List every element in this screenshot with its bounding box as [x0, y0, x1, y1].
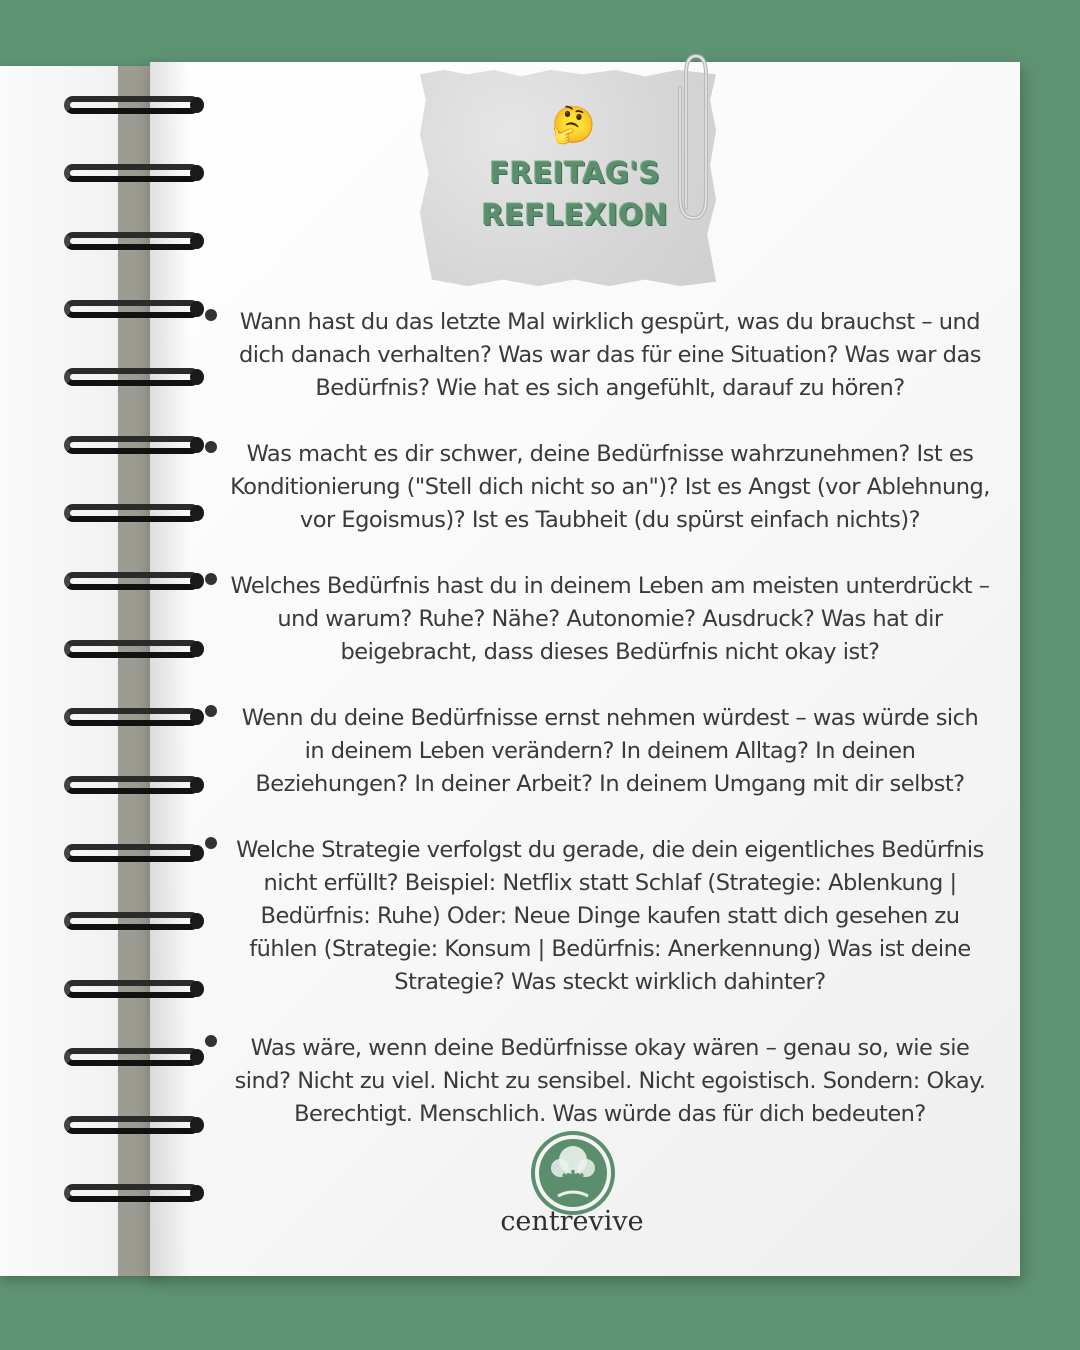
question-item [200, 1032, 1020, 1131]
spiral-ring [58, 976, 198, 1002]
question-item [200, 702, 1020, 801]
spiral-ring [58, 1112, 198, 1138]
paperclip-icon [672, 48, 712, 228]
spiral-ring [58, 160, 198, 186]
bullet-icon [205, 441, 217, 453]
spiral-binding [58, 92, 218, 1252]
spiral-ring [58, 636, 198, 662]
question-item [200, 834, 1020, 999]
question-text: Welches Bedürfnis hast du in deinem Leben am meisten unterdrückt – und warum? Ruhe? Nähe? Autonomie? Ausdruck? Was hat dir beigebracht, dass dieses Bedürfnis nicht okay ist? [230, 573, 990, 665]
bullet-icon [205, 705, 217, 717]
note-title [440, 152, 710, 236]
spiral-ring [58, 228, 198, 254]
note-title-line-2: REFLEXION [481, 198, 669, 232]
bullet-icon [205, 837, 217, 849]
question-text: Was macht es dir schwer, deine Bedürfnisse wahrzunehmen? Ist es Konditionierung ("Stell dich nicht so an")? Ist es Angst (vor Ablehnung, vor Egoismus)? Ist es Taubheit (du spürst einfach nichts)? [230, 441, 990, 533]
spiral-ring [58, 364, 198, 390]
question-text: Welche Strategie verfolgst du gerade, die dein eigentliches Bedürfnis nicht erfüllt? Beispiel: Netflix statt Schlaf (Strategie: Ablenkung | Bedürfnis: Ruhe) Oder: Neue Dinge kaufen statt dich gesehen zu fühlen (Strategie: Konsum | Bedürfnis: Anerkennung) Was ist deine Strategie? Was steckt wirklich dahinter? [236, 837, 984, 995]
tree-logo-icon [530, 1130, 616, 1216]
question-item [200, 570, 1020, 669]
spiral-ring [58, 92, 198, 118]
thinking-face-icon: 🤔 [551, 104, 596, 145]
spiral-ring [58, 500, 198, 526]
bullet-icon [205, 573, 217, 585]
spiral-ring [58, 840, 198, 866]
note-title-line-1: FREITAG'S [489, 156, 661, 190]
question-text: Wenn du deine Bedürfnisse ernst nehmen würdest – was würde sich in deinem Leben verändern? In deinem Alltag? In deinen Beziehungen? In deiner Arbeit? In deinem Umgang mit dir selbst? [241, 705, 979, 797]
question-text: Was wäre, wenn deine Bedürfnisse okay wären – genau so, wie sie sind? Nicht zu viel. Nicht zu sensibel. Nicht egoistisch. Sondern: Okay. Berechtigt. Menschlich. Was würde das für dich bedeuten? [234, 1035, 986, 1127]
spiral-ring [58, 1180, 198, 1206]
bullet-icon [205, 1035, 217, 1047]
spiral-ring [58, 772, 198, 798]
spiral-ring [58, 432, 198, 458]
reflection-questions [200, 306, 1020, 1164]
spiral-ring [58, 1044, 198, 1070]
question-item [200, 438, 1020, 537]
question-text: Wann hast du das letzte Mal wirklich gespürt, was du brauchst – und dich danach verhalten? Was war das für eine Situation? Was war das Bedürfnis? Wie hat es sich angefühlt, darauf zu hören? [239, 309, 981, 401]
spiral-ring [58, 296, 198, 322]
bullet-icon [205, 309, 217, 321]
spiral-ring [58, 704, 198, 730]
spiral-ring [58, 568, 198, 594]
question-item [200, 306, 1020, 405]
brand-name: centrevive [500, 1206, 644, 1237]
spiral-ring [58, 908, 198, 934]
